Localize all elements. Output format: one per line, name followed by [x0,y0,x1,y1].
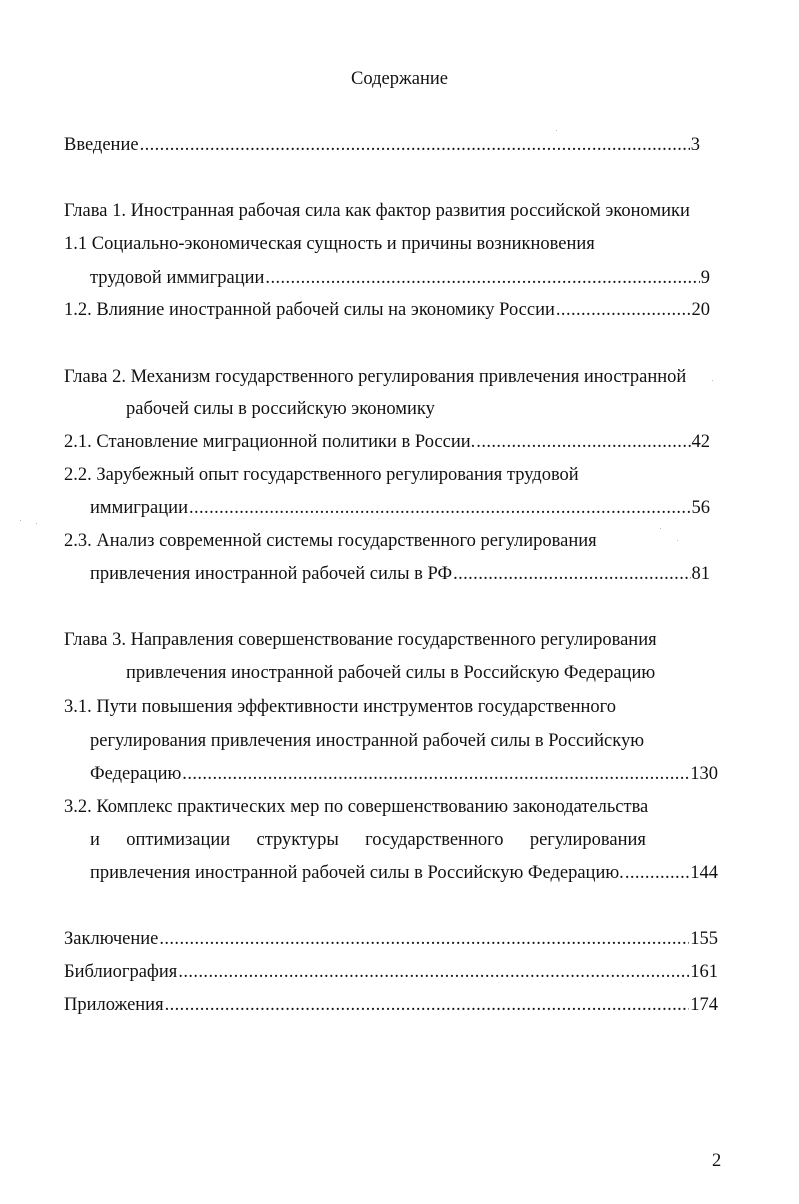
toc-page-number: 144 [690,863,718,883]
toc-entry-bibliography[interactable] [64,961,718,983]
toc-entry-section-2-3[interactable] [90,563,710,585]
toc-page-number: 20 [691,300,710,320]
toc-page-number: 3 [690,135,700,155]
section-3-1-title[interactable]: 3.1. Пути повышения эффективности инструментов государственного [64,697,617,717]
dot-leader [140,134,690,156]
justified-word: и [90,830,100,850]
toc-entry-section-1-2[interactable] [64,299,710,321]
toc-entry-label: Библиография [64,962,178,982]
page-number: 2 [712,1151,722,1171]
section-3-1-title-cont: регулирования привлечения иностранной рабочей силы в Российскую [90,731,645,751]
scan-speck [677,540,678,541]
dot-leader [189,497,691,519]
toc-entry-intro[interactable] [64,134,700,156]
toc-page-number: 161 [690,962,718,982]
chapter-2-heading-cont: рабочей силы в российскую экономику [126,399,435,419]
toc-entry-label: 1.2. Влияние иностранной рабочей силы на экономику России [64,300,555,320]
section-3-2-title[interactable]: 3.2. Комплекс практических мер по совершенствованию законодательства [64,797,649,817]
scan-speck [556,130,557,131]
toc-entry-label: 2.1. Становление миграционной политики в России. [64,432,476,452]
toc-entry-label: Приложения [64,995,164,1015]
toc-entry-label: Введение [64,135,139,155]
toc-entry-section-2-1[interactable] [64,431,710,453]
toc-entry-section-3-2[interactable] [90,862,718,884]
section-2-3-title[interactable]: 2.3. Анализ современной системы государственного регулирования [64,531,597,551]
section-3-2-title-justified [90,829,646,851]
justified-word: регулирования [529,830,646,850]
dot-leader [182,763,689,785]
scan-speck [660,528,661,529]
dot-leader [178,961,689,983]
toc-page-number: 56 [691,498,710,518]
chapter-1-heading[interactable]: Глава 1. Иностранная рабочая сила как фактор развития российской экономики [64,201,690,221]
toc-entry-label: иммиграции [90,498,188,518]
toc-entry-section-2-2[interactable] [90,497,710,519]
toc-entry-label: трудовой иммиграции [90,268,265,288]
toc-page-number: 9 [700,268,710,288]
justified-word: оптимизации [126,830,231,850]
toc-entry-label: привлечения иностранной рабочей силы в РФ [90,564,453,584]
dot-leader [625,862,689,884]
toc-entry-conclusion[interactable] [64,928,718,950]
toc-entry-label: Заключение [64,929,159,949]
toc-entry-label: привлечения иностранной рабочей силы в Российскую Федерацию. [90,863,624,883]
chapter-3-heading-cont: привлечения иностранной рабочей силы в Российскую Федерацию [126,663,656,683]
justified-word: государственного [365,830,504,850]
toc-page-number: 155 [690,929,718,949]
dot-leader [159,928,689,950]
page-title: Содержание [351,69,448,89]
toc-entry-appendices[interactable] [64,994,718,1016]
dot-leader [165,994,690,1016]
toc-entry-section-1-1[interactable] [90,267,710,289]
dot-leader [265,267,699,289]
dot-leader [556,299,691,321]
toc-page-number: 130 [690,764,718,784]
toc-page-number: 81 [691,564,710,584]
scan-speck [712,380,713,381]
dot-leader [476,431,690,453]
toc-entry-label: Федерацию [90,764,182,784]
toc-entry-section-3-1[interactable] [90,763,718,785]
section-1-1-title[interactable]: 1.1 Социально-экономическая сущность и причины возникновения [64,234,595,254]
scan-speck [20,520,21,521]
scan-speck [36,523,37,524]
toc-page-number: 42 [691,432,710,452]
section-2-2-title[interactable]: 2.2. Зарубежный опыт государственного регулирования трудовой [64,465,579,485]
toc-page-number: 174 [690,995,718,1015]
dot-leader [453,563,690,585]
justified-word: структуры [256,830,339,850]
chapter-2-heading[interactable]: Глава 2. Механизм государственного регулирования привлечения иностранной [64,367,687,387]
chapter-3-heading[interactable]: Глава 3. Направления совершенствование государственного регулирования [64,630,657,650]
